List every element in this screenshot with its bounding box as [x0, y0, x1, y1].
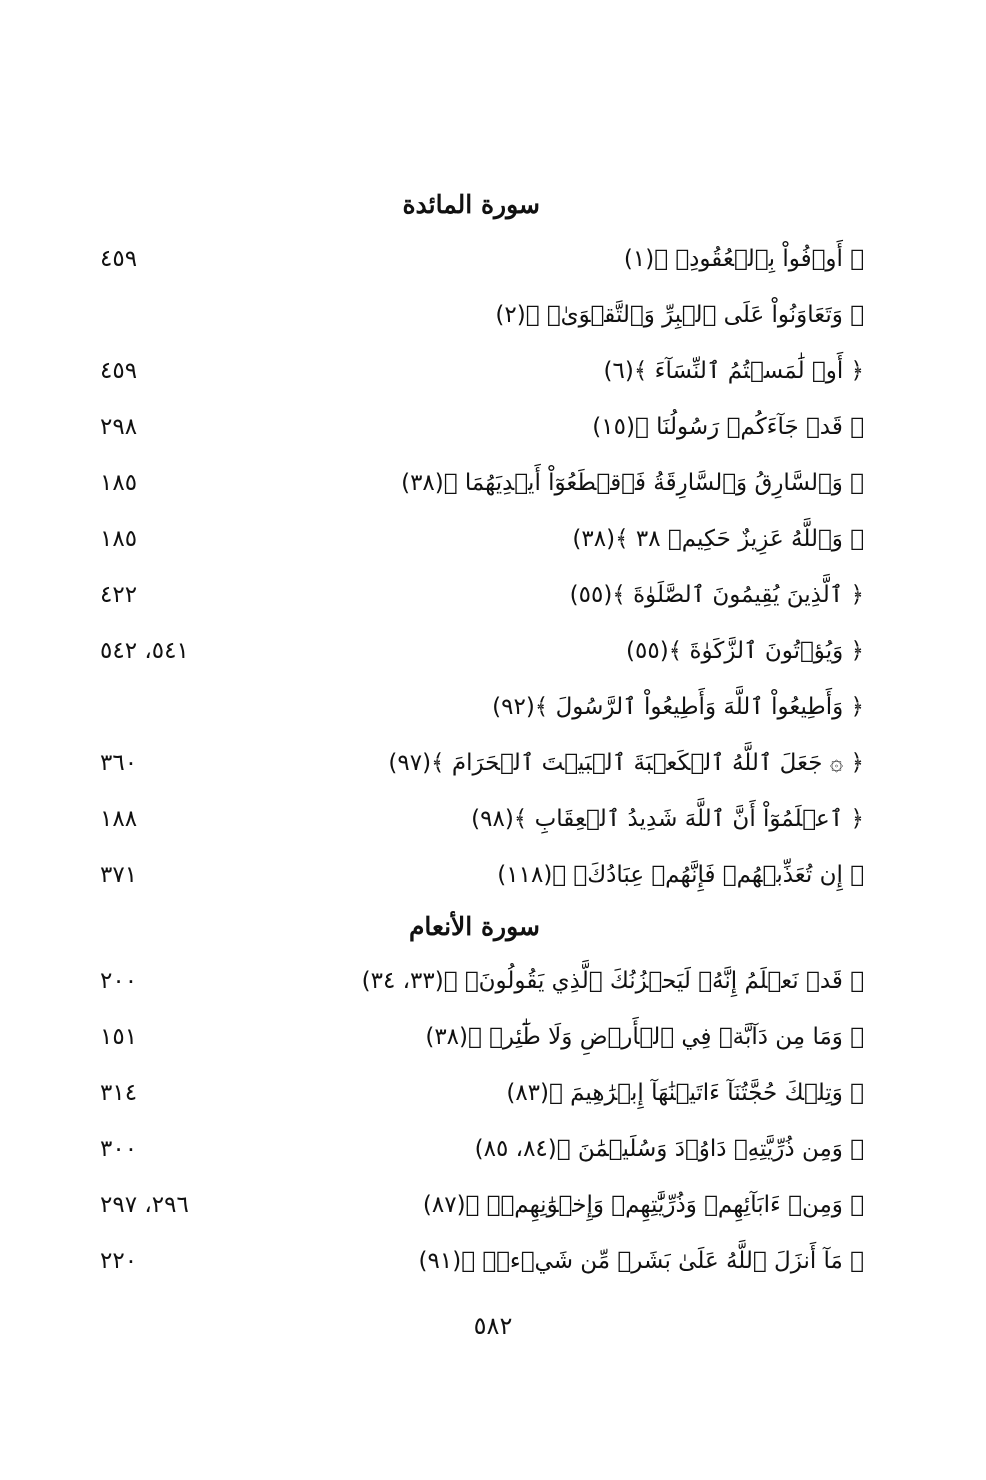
verse-text: ﴿ وَيُؤۡتُونَ ٱلزَّكَوٰةَ ﴾(٥٥): [626, 638, 864, 664]
index-entry: [90, 292, 880, 338]
verse-text: ﴿ وَمَا مِن دَآبَّةٖ فِي ٱلۡأَرۡضِ وَلَا طَٰٓئِرٖ ﴾(٣٨): [425, 1024, 864, 1050]
verse-text: ﴿ وَتَعَاوَنُواْ عَلَى ٱلۡبِرِّ وَٱلتَّقۡوَىٰۖ ﴾(٢): [495, 302, 864, 328]
page-references: ٣٦٠: [100, 750, 138, 776]
page-references: ٣٠٠: [100, 1136, 138, 1162]
index-entry: [90, 1070, 880, 1116]
page-references: ٢٩٦، ٢٩٧: [100, 1192, 189, 1218]
page-references: ٥٤١، ٥٤٢: [100, 638, 189, 664]
page-number: ٥٨٢: [473, 1312, 513, 1340]
section-title-al-anam: سورة الأنعام: [408, 912, 540, 941]
verse-text: ﴿ وَمِنۡ ءَابَآئِهِمۡ وَذُرِّيَّٰتِهِمۡ وَإِخۡوَٰنِهِمۡۖ ﴾(٨٧): [422, 1192, 864, 1218]
page-references: ٣١٤: [100, 1080, 138, 1106]
page-references: ٤٥٩: [100, 358, 138, 384]
page-references: ١٨٥: [100, 470, 138, 496]
verse-text: ﴿ أَوۡفُواْ بِٱلۡعُقُودِۚ ﴾(١): [623, 246, 864, 272]
index-entry: [90, 460, 880, 506]
section-title-al-maidah: سورة المائدة: [402, 190, 540, 219]
index-entry: [90, 796, 880, 842]
verse-text: ﴿ إِن تُعَذِّبۡهُمۡ فَإِنَّهُمۡ عِبَادُكَۖ ﴾(١١٨): [497, 862, 864, 888]
index-entry: [90, 236, 880, 282]
page-references: ١٨٨: [100, 806, 138, 832]
index-entry: [90, 1238, 880, 1284]
index-entry: [90, 684, 880, 730]
index-entry: [90, 958, 880, 1004]
verse-text: ﴿ قَدۡ جَآءَكُمۡ رَسُولُنَا ﴾(١٥): [592, 414, 864, 440]
page-references: ١٥١: [100, 1024, 138, 1050]
verse-text: ﴿ ٱعۡلَمُوٓاْ أَنَّ ٱللَّهَ شَدِيدُ ٱلۡعِقَابِ ﴾(٩٨): [471, 806, 864, 832]
index-entry: [90, 1182, 880, 1228]
index-entry: [90, 1126, 880, 1172]
index-entry: [90, 348, 880, 394]
page-references: ٤٢٢: [100, 582, 138, 608]
index-entry: [90, 404, 880, 450]
verse-text: ﴿ ۞ جَعَلَ ٱللَّهُ ٱلۡكَعۡبَةَ ٱلۡبَيۡتَ ٱلۡحَرَامَ ﴾(٩٧): [388, 750, 864, 776]
page-references: ٢٠٠: [100, 968, 138, 994]
verse-text: ﴿ ٱلَّذِينَ يُقِيمُونَ ٱلصَّلَوٰةَ ﴾(٥٥): [569, 582, 864, 608]
page-references: ٢٩٨: [100, 414, 138, 440]
verse-text: ﴿ أَوۡ لَٰمَسۡتُمُ ٱلنِّسَآءَ ﴾(٦): [603, 358, 864, 384]
verse-text: ﴿ وَٱلسَّارِقُ وَٱلسَّارِقَةُ فَٱقۡطَعُوٓاْ أَيۡدِيَهُمَا ﴾(٣٨): [401, 470, 864, 496]
index-entry: [90, 740, 880, 786]
page-references: ٢٢٠: [100, 1248, 138, 1274]
index-entry: [90, 852, 880, 898]
verse-text: ﴿ قَدۡ نَعۡلَمُ إِنَّهُۥ لَيَحۡزُنُكَ ٱلَّذِي يَقُولُونَۖ ﴾(٣٣، ٣٤): [361, 968, 864, 994]
index-entry: [90, 516, 880, 562]
page-references: ٣٧١: [100, 862, 138, 888]
page-references: ٤٥٩: [100, 246, 138, 272]
verse-text: ﴿ مَآ أَنزَلَ ٱللَّهُ عَلَىٰ بَشَرٖ مِّن شَيۡءٖۗ ﴾(٩١): [418, 1248, 864, 1274]
index-entry: [90, 628, 880, 674]
index-entry: [90, 1014, 880, 1060]
index-entry: [90, 572, 880, 618]
verse-text: ﴿ وَتِلۡكَ حُجَّتُنَآ ءَاتَيۡنَٰهَآ إِبۡرَٰهِيمَ ﴾(٨٣): [506, 1080, 864, 1106]
verse-text: ﴿ وَمِن ذُرِّيَّتِهِۦ دَاوُۥدَ وَسُلَيۡمَٰنَ ﴾(٨٤، ٨٥): [474, 1136, 864, 1162]
page-references: ١٨٥: [100, 526, 138, 552]
verse-text: ﴿ وَأَطِيعُواْ ٱللَّهَ وَأَطِيعُواْ ٱلرَّسُولَ ﴾(٩٢): [492, 694, 864, 720]
verse-text: ﴿ وَٱللَّهُ عَزِيزٌ حَكِيمٞ ٣٨ ﴾(٣٨): [572, 526, 864, 552]
